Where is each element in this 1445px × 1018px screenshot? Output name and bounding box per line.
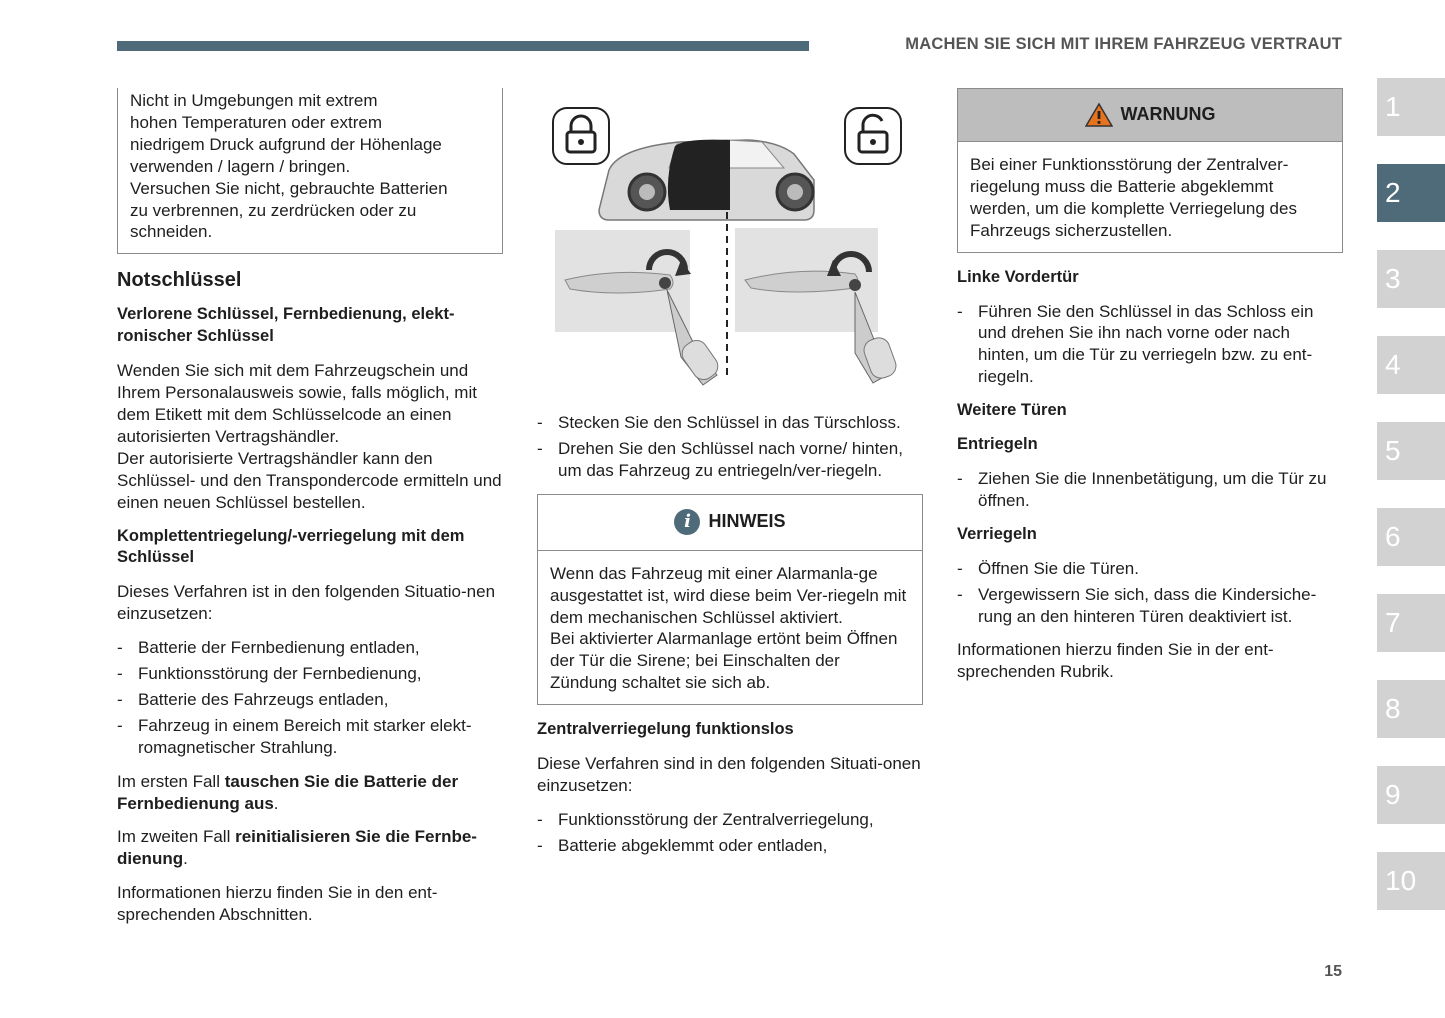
list-item: - Batterie abgeklemmt oder entladen, xyxy=(537,835,923,857)
subheading-other-doors: Weitere Türen xyxy=(957,401,1067,420)
tab-chapter-6[interactable]: 6 xyxy=(1377,508,1445,566)
car-icon xyxy=(599,140,814,220)
column-right xyxy=(957,88,1343,695)
note-text-a: Wenn das Fahrzeug mit einer Alarmanla-ge ausgestattet ist, wird diese beim Ver-riegeln mit dem mechanischen Schlüssel aktiviert. xyxy=(550,563,907,627)
subheading-front-left-door: Linke Vordertür xyxy=(957,267,1079,286)
tab-chapter-10[interactable]: 10 xyxy=(1377,852,1445,910)
list-item: - Ziehen Sie die Innenbetätigung, um die Tür zu öffnen. xyxy=(957,468,1343,512)
caution-line: Nicht in Umgebungen mit extrem xyxy=(130,91,378,110)
lock-closed-icon xyxy=(553,108,609,164)
subheading-unlock: Entriegeln xyxy=(957,435,1038,454)
situations-list xyxy=(537,809,923,857)
door-handle-right-panel xyxy=(735,228,899,383)
tab-chapter-7[interactable]: 7 xyxy=(1377,594,1445,652)
warning-box xyxy=(957,88,1343,253)
column-middle xyxy=(537,100,923,869)
procedure-list xyxy=(537,412,923,482)
warning-title: WARNUNG xyxy=(1120,104,1216,125)
note-text-b: Bei aktivierter Alarmanlage ertönt beim Öffnen der Tür die Sirene; bei Einschalten der Zündung schaltet sie sich ab. xyxy=(550,629,898,693)
note-header xyxy=(538,495,922,551)
list-item: - Vergewissern Sie sich, dass die Kindersiche-rung an den hinteren Türen deaktiviert ist. xyxy=(957,584,1343,628)
lock-open-icon xyxy=(845,108,901,164)
unlock-list xyxy=(957,468,1343,512)
info-icon: i xyxy=(674,509,700,535)
list-item: - Öffnen Sie die Türen. xyxy=(957,558,1343,580)
tab-chapter-9[interactable]: 9 xyxy=(1377,766,1445,824)
subheading-key-locking: Komplettentriegelung/-verriegelung mit dem Schlüssel xyxy=(117,526,465,567)
lock-list xyxy=(957,558,1343,628)
list-item: - Fahrzeug in einem Bereich mit starker elekt-romagnetischer Strahlung. xyxy=(117,715,503,759)
subheading-lock: Verriegeln xyxy=(957,524,1037,543)
emphasis: reinitialisieren Sie die Fernbe-dienung xyxy=(117,827,477,869)
caution-box xyxy=(117,88,503,254)
door-handle-left-panel xyxy=(555,230,722,385)
text: Im zweiten Fall xyxy=(117,827,236,847)
chapter-title: MACHEN SIE SICH MIT IHREM FAHRZEUG VERTRAUT xyxy=(905,35,1342,53)
paragraph-second-case xyxy=(117,826,503,870)
caution-line: schneiden. xyxy=(130,222,213,242)
tab-chapter-8[interactable]: 8 xyxy=(1377,680,1445,738)
paragraph-situations: Diese Verfahren sind in den folgenden Situati-onen einzusetzen: xyxy=(537,754,921,795)
warning-icon xyxy=(1085,102,1113,128)
tab-chapter-4[interactable]: 4 xyxy=(1377,336,1445,394)
front-door-list xyxy=(957,301,1343,389)
list-item: - Funktionsstörung der Zentralverriegelung, xyxy=(537,809,923,831)
subheading-lost-keys: Verlorene Schlüssel, Fernbedienung, elekt-ronischer Schlüssel xyxy=(117,305,455,346)
paragraph-reference: Informationen hierzu finden Sie in der ent-sprechenden Rubrik. xyxy=(957,640,1274,682)
situations-list xyxy=(117,637,503,759)
caution-line: hohen Temperaturen oder extrem xyxy=(130,112,383,132)
page-number: 15 xyxy=(1324,963,1342,980)
paragraph-reference: Informationen hierzu finden Sie in den ent-sprechenden Abschnitten. xyxy=(117,883,438,925)
header-bar xyxy=(117,41,809,51)
paragraph-first-case xyxy=(117,771,503,815)
illustration-svg xyxy=(537,100,923,390)
caution-line: Versuchen Sie nicht, gebrauchte Batterien xyxy=(130,178,448,198)
tab-chapter-3[interactable]: 3 xyxy=(1377,250,1445,308)
paragraph-situations: Dieses Verfahren ist in den folgenden Situatio-nen einzusetzen: xyxy=(117,582,496,624)
text: . xyxy=(273,793,279,813)
emphasis: tauschen Sie die Batterie der Fernbedienung aus xyxy=(117,771,459,813)
tab-chapter-2[interactable]: 2 xyxy=(1377,164,1445,222)
paragraph-dealer-a: Wenden Sie sich mit dem Fahrzeugschein und Ihrem Personalausweis sowie, falls möglich, mit dem Etikett mit dem Schlüsselcode an einen autorisierten Vertragshändler. xyxy=(117,361,477,446)
tab-chapter-5[interactable]: 5 xyxy=(1377,422,1445,480)
note-box xyxy=(537,494,923,705)
list-item: - Funktionsstörung der Fernbedienung, xyxy=(117,663,503,685)
section-heading: Notschlüssel xyxy=(117,269,242,292)
text: . xyxy=(183,849,188,869)
note-title: HINWEIS xyxy=(708,511,786,532)
list-item: - Stecken Sie den Schlüssel in das Türschloss. xyxy=(537,412,923,434)
key-lock-illustration xyxy=(537,100,923,400)
caution-line: zu verbrennen, zu zerdrücken oder zu xyxy=(130,200,417,220)
list-item: - Drehen Sie den Schlüssel nach vorne/ hinten, um das Fahrzeug zu entriegeln/ver-riegeln. xyxy=(537,438,923,482)
caution-line: verwenden / lagern / bringen. xyxy=(130,156,351,176)
tab-chapter-1[interactable]: 1 xyxy=(1377,78,1445,136)
list-item: - Führen Sie den Schlüssel in das Schloss ein und drehen Sie ihn nach vorne oder nach hinten, um die Tür zu verriegeln bzw. zu ent-riegeln. xyxy=(957,301,1343,389)
text: Im ersten Fall xyxy=(117,771,225,791)
paragraph-dealer xyxy=(117,360,503,513)
warning-text: Bei einer Funktionsstörung der Zentralver-riegelung muss die Batterie abgeklemmt werden, um die komplette Verriegelung des Fahrzeugs sicherzustellen. xyxy=(970,155,1297,240)
list-item: - Batterie der Fernbedienung entladen, xyxy=(117,637,503,659)
chapter-tabs xyxy=(1377,78,1445,938)
list-item: - Batterie des Fahrzeugs entladen, xyxy=(117,689,503,711)
subheading-central-locking: Zentralverriegelung funktionslos xyxy=(537,720,794,739)
warning-header xyxy=(958,89,1342,142)
paragraph-dealer-b: Der autorisierte Vertragshändler kann den Schlüssel- und den Transpondercode ermitteln und einen neuen Schlüssel bestellen. xyxy=(117,448,502,512)
caution-line: niedrigem Druck aufgrund der Höhenlage xyxy=(130,134,442,154)
column-left xyxy=(117,88,503,938)
